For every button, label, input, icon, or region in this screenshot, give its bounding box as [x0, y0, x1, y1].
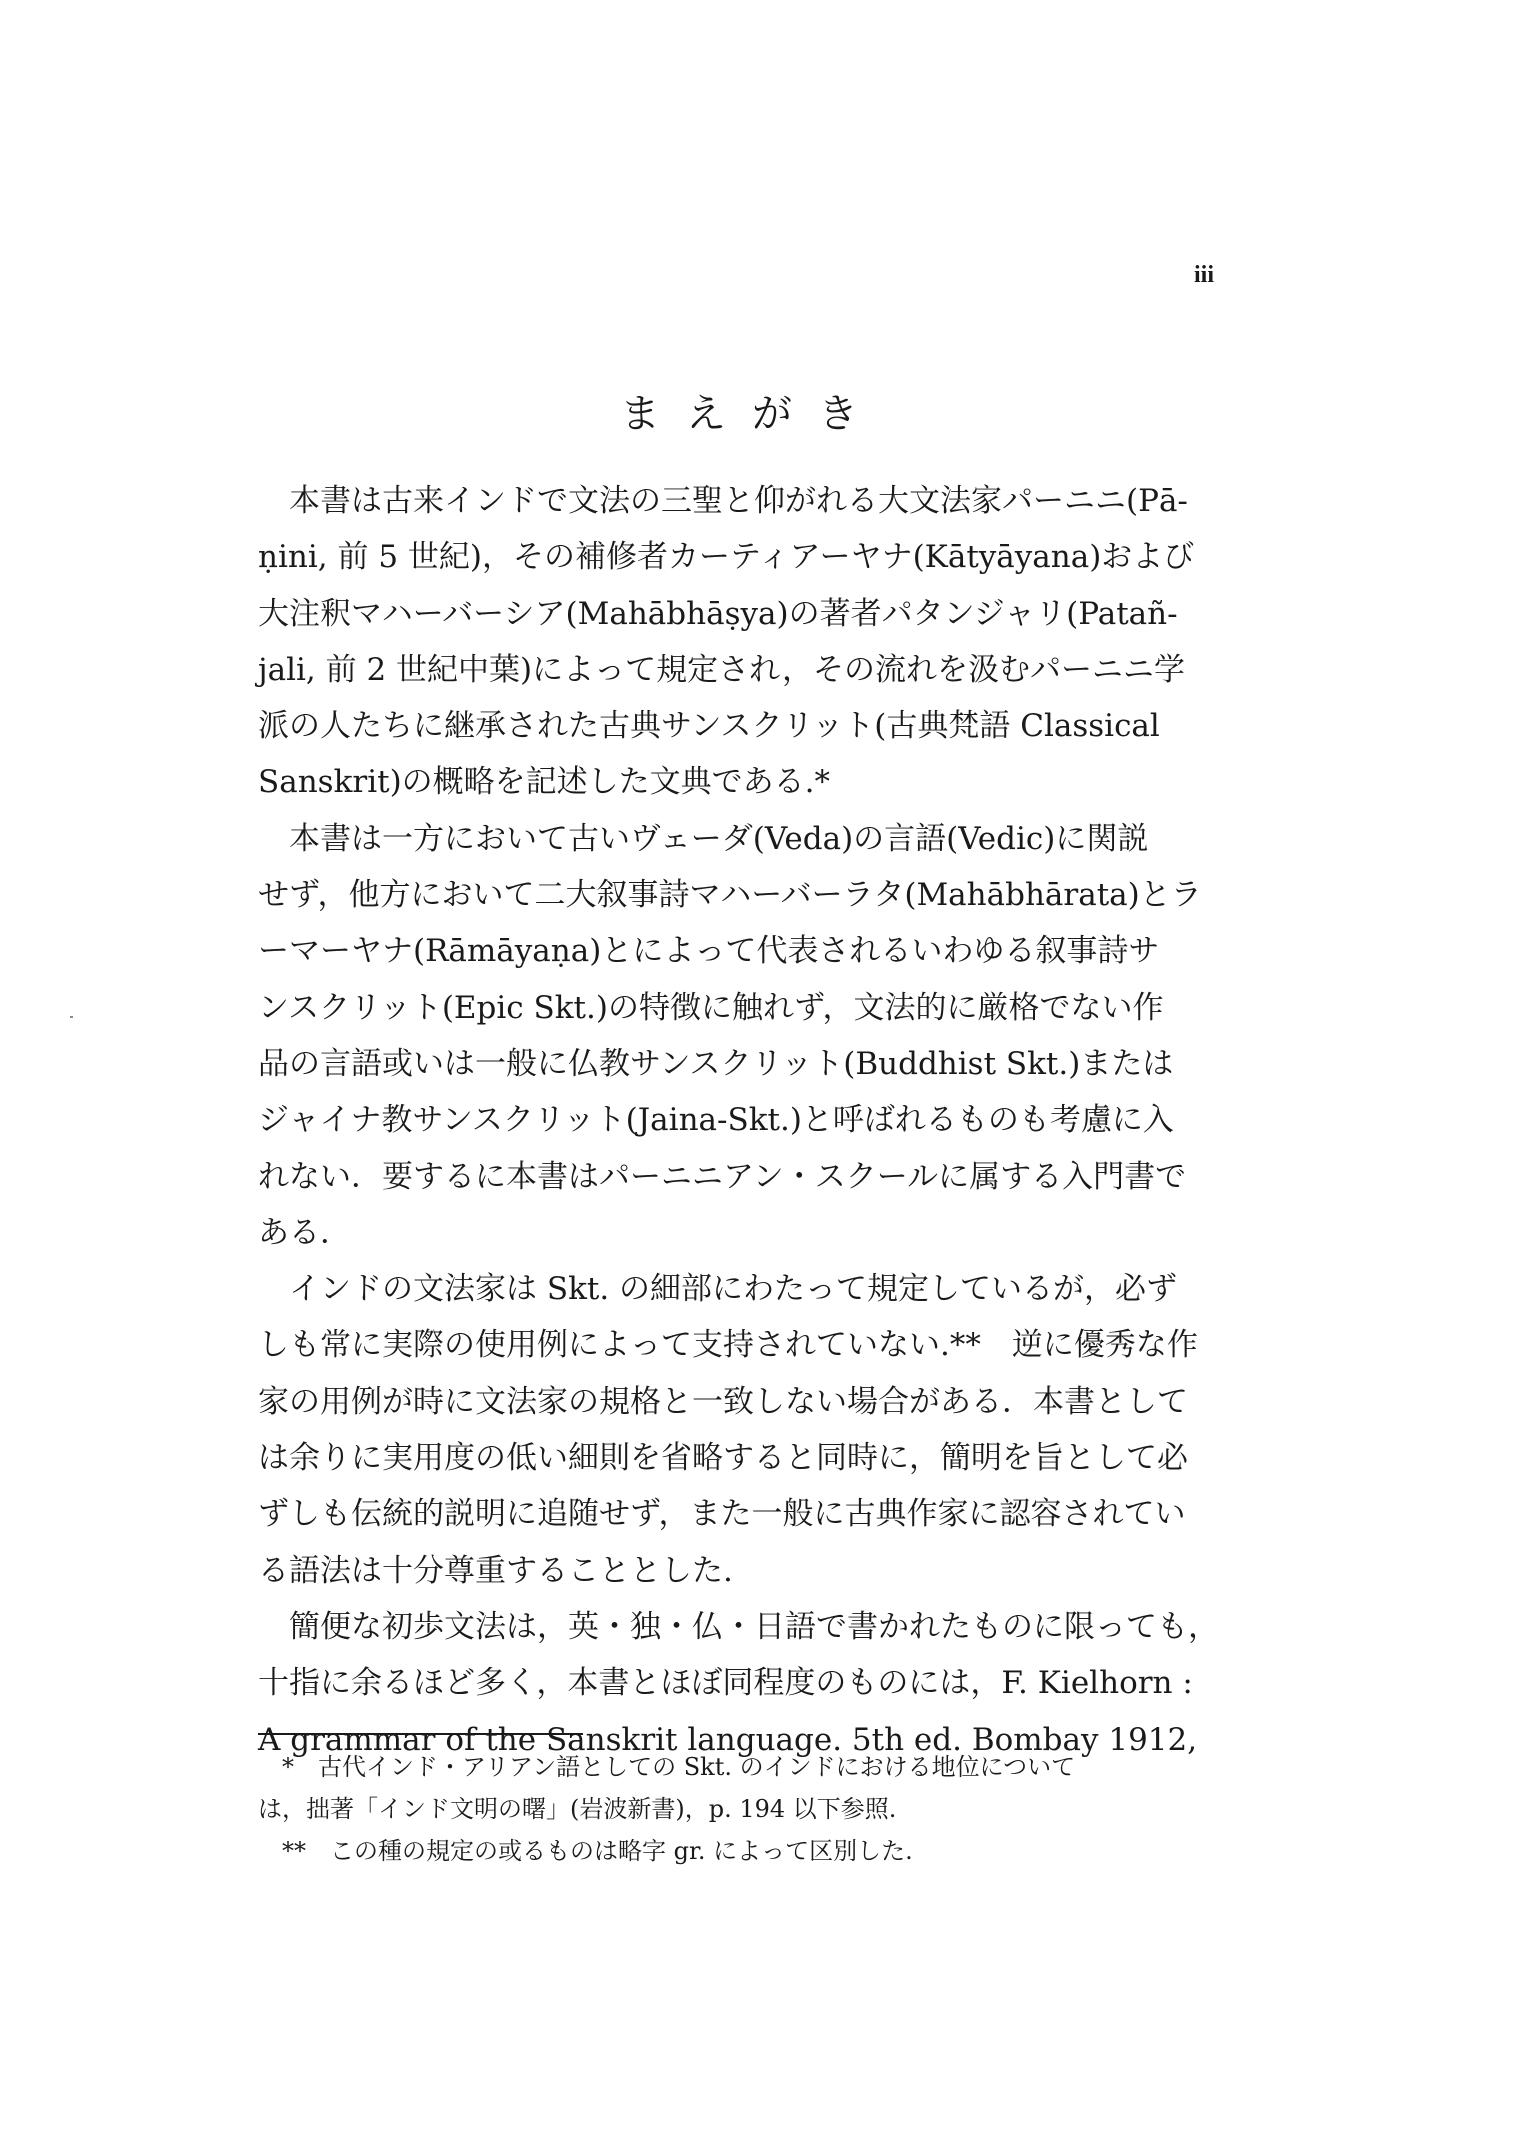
text-line: ーマーヤナ(Rāmāyaṇa)とによって代表されるいわゆる叙事詩サ: [258, 933, 1160, 970]
scan-speck: [70, 1016, 73, 1018]
footnotes: [258, 1746, 1248, 1872]
text-line: ṇini, 前 5 世紀)，その補修者カーティアーヤナ(Kātyāyana)および: [258, 539, 1195, 576]
text-line: A grammar of the Sanskrit language. 5th ed. Bombay 1912,: [258, 1721, 1198, 1758]
paragraph: [258, 1599, 1248, 1768]
paragraph: [258, 473, 1248, 811]
text-line: る語法は十分尊重することとした.: [258, 1552, 733, 1589]
text-line: ずしも伝統的説明に追随せず，また一般に古典作家に認容されてい: [258, 1496, 1186, 1533]
text-line: は余りに実用度の低い細則を省略すると同時に，簡明を旨として必: [258, 1440, 1188, 1477]
footnote-line: ** この種の規定の或るものは略字 gr. によって区別した.: [258, 1837, 913, 1865]
text-line: 大注釈マハーバーシア(Mahābhāṣya)の著者パタンジャリ(Patañ-: [258, 595, 1178, 632]
text-line: ジャイナ教サンスクリット(Jaina-Skt.)と呼ばれるものも考慮に入: [258, 1102, 1174, 1139]
text-line: ある．: [258, 1214, 351, 1251]
footnote-line: は，拙著「インド文明の曙」(岩波新書)，p. 194 以下参照.: [258, 1795, 897, 1823]
paragraph: [258, 1261, 1248, 1599]
page-title: まえがき: [620, 391, 884, 437]
text-line: インドの文法家は Skt. の細部にわたって規定しているが，必ず: [258, 1271, 1178, 1308]
footnote-line: * 古代インド・アリアン語としての Skt. のインドにおける地位について: [258, 1753, 1076, 1781]
text-line: 本書は古来インドで文法の三聖と仰がれる大文法家パーニニ(Pā-: [258, 483, 1188, 519]
text-line: jali, 前 2 世紀中葉)によって規定され，その流れを汲むパーニニ学: [258, 651, 1186, 688]
page-number: iii: [1194, 262, 1215, 288]
text-line: 十指に余るほど多く，本書とほぼ同程度のものには，F. Kielhorn :: [258, 1665, 1193, 1702]
text-line: Sanskrit)の概略を記述した文典である.*: [258, 764, 831, 801]
text-line: 品の言語或いは一般に仏教サンスクリット(Buddhist Skt.)または: [258, 1045, 1174, 1082]
text-line: せず，他方において二大叙事詩マハーバーラタ(Mahābhārata)とラ: [258, 877, 1202, 914]
text-line: 家の用例が時に文法家の規格と一致しない場合がある．本書として: [258, 1383, 1188, 1420]
text-line: 簡便な初歩文法は，英・独・仏・日語で書かれたものに限っても，: [258, 1608, 1219, 1645]
text-line: ンスクリット(Epic Skt.)の特徴に触れず，文法的に厳格でない作: [258, 989, 1164, 1026]
body-text: [258, 473, 1248, 1768]
paragraph: [258, 811, 1248, 1261]
text-line: れない．要するに本書はパーニニアン・スクールに属する入門書で: [258, 1158, 1187, 1195]
text-line: しも常に実際の使用例によって支持されていない.** 逆に優秀な作: [258, 1327, 1198, 1364]
footnote-divider: [258, 1733, 583, 1735]
text-line: 派の人たちに継承された古典サンスクリット(古典梵語 Classical: [258, 708, 1160, 745]
text-line: 本書は一方において古いヴェーダ(Veda)の言語(Vedic)に関説: [258, 820, 1149, 857]
